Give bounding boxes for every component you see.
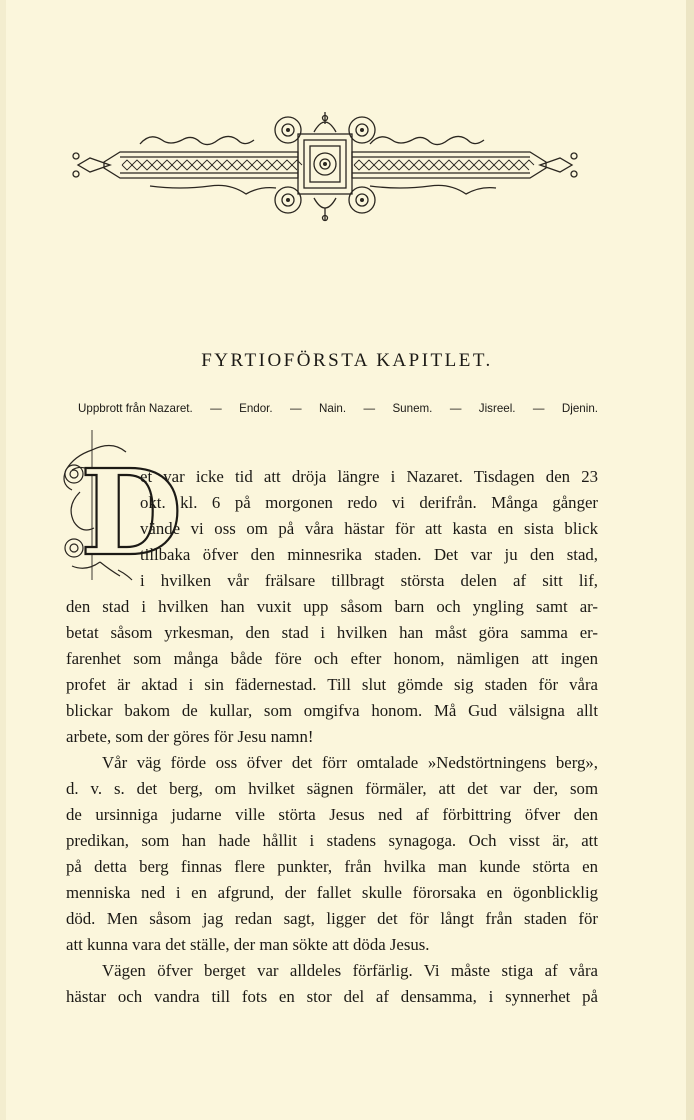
summary-place: Jisreel. xyxy=(478,402,516,415)
text-line: okt. kl. 6 på morgonen redo vi derifrån. Många gånger xyxy=(140,493,598,512)
text-line: predikan, som han hade hållit i stadens synagoga. Och visst är, att xyxy=(66,831,598,850)
text-line: i hvilken vår frälsare tillbragt största delen af sitt lif, xyxy=(140,571,598,590)
text-line: den stad i hvilken han vuxit upp såsom barn och yngling samt ar- xyxy=(66,597,598,616)
text-line: tillbaka öfver den minnesrika staden. Det var ju den stad, xyxy=(140,545,598,564)
summary-separator: — xyxy=(290,402,302,415)
summary-place: Endor. xyxy=(239,402,273,415)
summary-place: Djenin. xyxy=(561,402,598,415)
summary-separator: — xyxy=(449,402,462,415)
text-line: Vår väg förde oss öfver det förr omtalade »Nedstörtningens berg», xyxy=(102,753,598,772)
text-line: et var icke tid att dröja längre i Nazaret. Tisdagen den 23 xyxy=(140,467,598,486)
chapter-summary xyxy=(78,402,598,415)
chapter-title: FYRTIOFÖRSTA KAPITLET. xyxy=(201,350,493,371)
text-line: död. Men såsom jag redan sagt, ligger det för långt från staden för xyxy=(66,909,598,928)
summary-place: Uppbrott från Nazaret. xyxy=(78,402,193,415)
summary-place: Sunem. xyxy=(392,402,433,415)
text-line: att kunna vara det ställe, der man sökte att döda Jesus. xyxy=(66,935,430,954)
summary-separator: — xyxy=(363,402,376,415)
text-line: betat såsom yrkesman, den stad i hvilken han måst göra samma er- xyxy=(66,623,598,642)
text-line: hästar och vandra till fots en stor del af densamma, i synnerhet på xyxy=(66,987,598,1006)
summary-place: Nain. xyxy=(319,402,347,415)
text-line: Vägen öfver berget var alldeles förfärlig. Vi måste stiga af våra xyxy=(102,961,598,980)
text-line: blickar bakom de kullar, som omgifva honom. Må Gud välsigna allt xyxy=(66,701,598,720)
text-line: arbete, som der göres för Jesu namn! xyxy=(66,727,314,746)
headpiece-ornament xyxy=(70,110,580,228)
summary-separator: — xyxy=(210,402,222,415)
text-line: d. v. s. det berg, om hvilket sägnen förmäler, att det var der, som xyxy=(66,779,598,798)
drop-cap xyxy=(60,430,183,582)
text-line: menniska ned i en afgrund, der fallet skulle förorsaka en ögonblicklig xyxy=(66,883,598,902)
drop-cap-letter: D xyxy=(80,443,183,582)
summary-separator: — xyxy=(532,402,545,415)
text-line: de ursinniga judarne ville störta Jesus ned af förbittring öfver den xyxy=(66,805,598,824)
text-line: farenhet som många både före och efter honom, nämligen att ingen xyxy=(66,649,598,668)
text-line: på detta berg finnas flere punkter, från hvilka man kunde störta en xyxy=(66,857,598,876)
text-line: vände vi oss om på våra hästar för att kasta en sista blick xyxy=(140,519,598,538)
text-line: profet är aktad i sin fädernestad. Till slut gömde sig staden för våra xyxy=(66,675,598,694)
